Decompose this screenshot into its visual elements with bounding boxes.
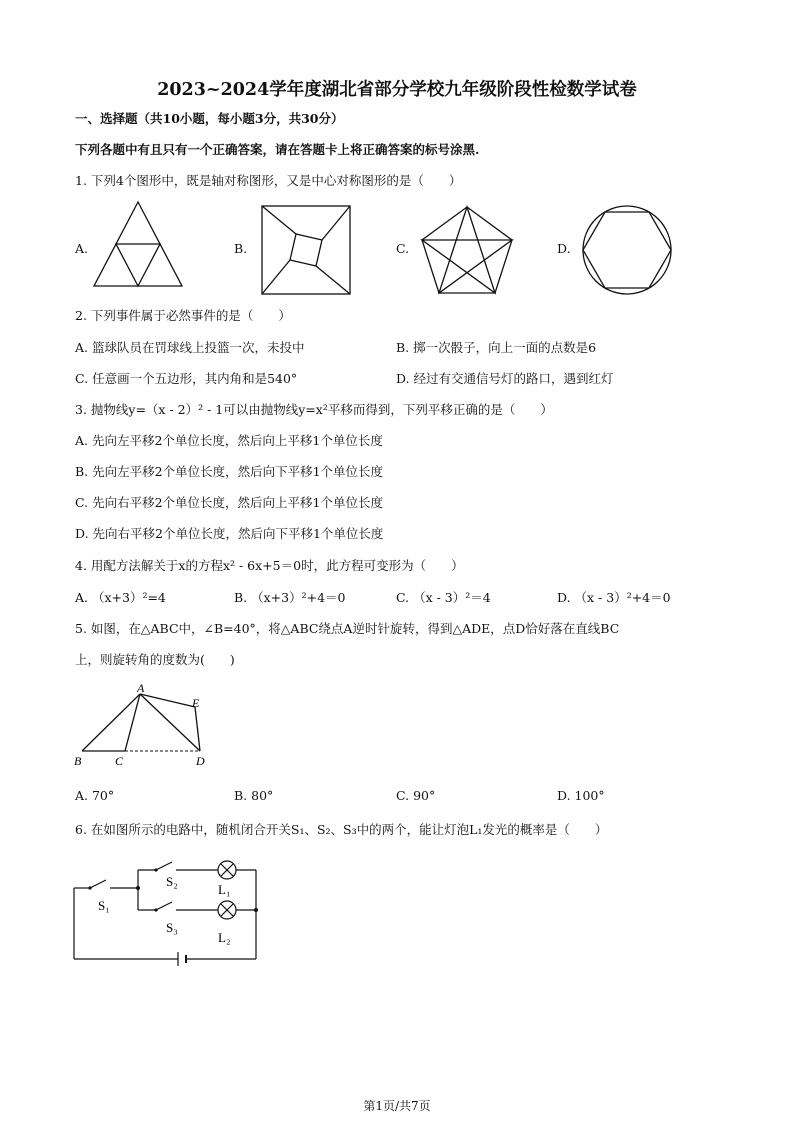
- section-instruction: 下列各题中有且只有一个正确答案，请在答题卡上将正确答案的标号涂黑.: [75, 142, 480, 157]
- q5-stem-line2: 上，则旋转角的度数为( ): [75, 652, 235, 667]
- circuit-label-l1: L₁: [218, 882, 231, 897]
- q5-option-c: C. 90°: [396, 788, 436, 803]
- q4-option-c: C. （x - 3）²＝4: [396, 590, 491, 605]
- q5-option-b: B. 80°: [234, 788, 274, 803]
- q2-stem: 2. 下列事件属于必然事件的是（ ）: [75, 308, 291, 323]
- q4-stem: 4. 用配方法解关于x的方程x² - 6x+5＝0时，此方程可变形为（ ）: [75, 558, 464, 573]
- q3-option-c: C. 先向右平移2个单位长度，然后向上平移1个单位长度: [75, 495, 383, 510]
- q5-option-d: D. 100°: [557, 788, 605, 803]
- circuit-label-l2: L₂: [218, 930, 231, 945]
- q2-option-a: A. 篮球队员在罚球线上投篮一次，未投中: [75, 340, 305, 355]
- circuit-label-s3: S₃: [166, 920, 178, 935]
- q1-figure-pinwheel-square: [258, 202, 354, 298]
- q2-option-d: D. 经过有交通信号灯的路口，遇到红灯: [396, 371, 614, 386]
- q1-stem: 1. 下列4个图形中，既是轴对称图形，又是中心对称图形的是（ ）: [75, 173, 462, 188]
- q1-option-d-label: D.: [557, 241, 571, 256]
- q2-option-b: B. 掷一次骰子，向上一面的点数是6: [396, 340, 597, 355]
- circuit-label-s2: S₂: [166, 874, 178, 889]
- q4-option-b: B. （x+3）²+4＝0: [234, 590, 346, 605]
- q3-stem: 3. 抛物线y=（x - 2）² - 1可以由抛物线y=x²平移而得到，下列平移正确的是（ ）: [75, 402, 553, 417]
- q1-option-a-label: A.: [75, 241, 89, 256]
- page-footer: 第1页/共7页: [363, 1099, 431, 1113]
- section-heading: 一、选择题（共10小题，每小题3分，共30分）: [75, 111, 344, 126]
- q2-option-c: C. 任意画一个五边形，其内角和是540°: [75, 371, 298, 386]
- q4-option-a: A. （x+3）²=4: [75, 590, 166, 605]
- q3-option-a: A. 先向左平移2个单位长度，然后向上平移1个单位长度: [75, 433, 383, 448]
- q5-label-d: D: [196, 754, 205, 768]
- circuit-label-s1: S₁: [98, 898, 110, 913]
- q5-triangle-figure: [70, 680, 220, 772]
- q6-circuit-diagram: [66, 852, 266, 970]
- q3-option-d: D. 先向右平移2个单位长度，然后向下平移1个单位长度: [75, 526, 384, 541]
- q4-option-d: D. （x - 3）²+4＝0: [557, 590, 671, 605]
- q5-stem-line1: 5. 如图，在△ABC中，∠B=40°，将△ABC绕点A逆时针旋转，得到△ADE，点D恰好落在直线BC: [75, 621, 620, 636]
- q1-figure-triangle: [90, 198, 190, 290]
- q6-stem: 6. 在如图所示的电路中，随机闭合开关S₁、S₂、S₃中的两个，能让灯泡L₁发光的概率是（ ）: [75, 822, 608, 837]
- q5-label-e: E: [192, 696, 200, 710]
- q1-figure-circle-hexagon: [579, 202, 675, 298]
- q5-label-b: B: [74, 754, 82, 768]
- q5-label-a: A: [137, 681, 145, 695]
- q1-option-b-label: B.: [234, 241, 248, 256]
- exam-title: 2023~2024学年度湖北省部分学校九年级阶段性检数学试卷: [157, 80, 637, 100]
- q3-option-b: B. 先向左平移2个单位长度，然后向下平移1个单位长度: [75, 464, 384, 479]
- q1-figure-star-pentagon: [418, 203, 516, 297]
- q5-option-a: A. 70°: [75, 788, 115, 803]
- q5-label-c: C: [115, 754, 124, 768]
- q1-option-c-label: C.: [396, 241, 410, 256]
